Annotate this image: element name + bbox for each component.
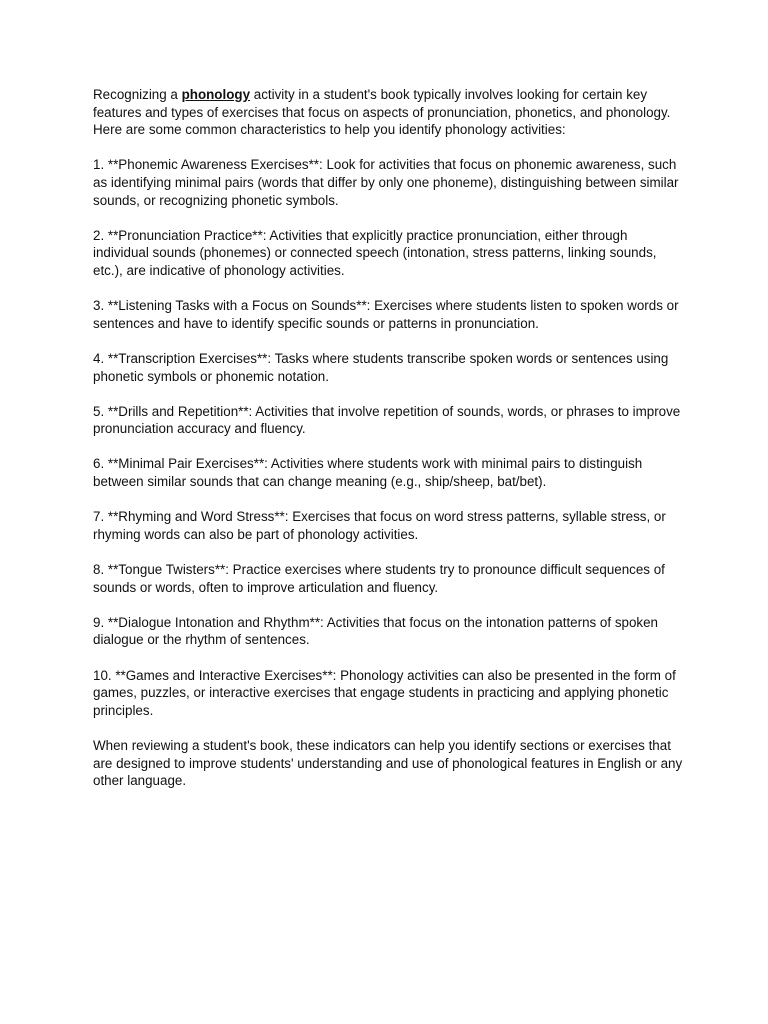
list-item: 10. **Games and Interactive Exercises**: Phonology activities can also be presented in the form of games, puzzles, or interactive exercises that engage students in practicing and applying phonetic principles. bbox=[93, 667, 676, 718]
list-item: 8. **Tongue Twisters**: Practice exercises where students try to pronounce difficult sequences of sounds or words, often to improve articulation and fluency. bbox=[93, 562, 665, 595]
keyword-phonology: phonology bbox=[181, 87, 251, 102]
list-item: 2. **Pronunciation Practice**: Activities that explicitly practice pronunciation, either through individual sounds (phonemes) or connected speech (intonation, stress patterns, linking sounds, etc.), are indicative of phonology activities. bbox=[93, 227, 657, 278]
list-item: 4. **Transcription Exercises**: Tasks where students transcribe spoken words or sentences using phonetic symbols or phonemic notation. bbox=[93, 350, 669, 384]
list-item: 9. **Dialogue Intonation and Rhythm**: Activities that focus on the intonation patterns of spoken dialogue or the rhythm of sentences. bbox=[93, 614, 658, 648]
list-item: 6. **Minimal Pair Exercises**: Activities where students work with minimal pairs to distinguish between similar sounds that can change meaning (e.g., ship/sheep, bat/bet). bbox=[93, 456, 643, 490]
intro-text-after: activity in a student's book typically involves looking for certain key features and types of exercises that focus on aspects of pronunciation, phonetics, and phonology. Here are some common characteristics to help you identify phonology activities: bbox=[93, 87, 671, 138]
list-item: 3. **Listening Tasks with a Focus on Sounds**: Exercises where students listen to spoken words or sentences and have to identify specific sounds or patterns in pronunciation. bbox=[93, 298, 679, 331]
list-item: 7. **Rhyming and Word Stress**: Exercises that focus on word stress patterns, syllable stress, or rhyming words can also be part of phonology activities. bbox=[93, 509, 666, 542]
list-item: 5. **Drills and Repetition**: Activities that involve repetition of sounds, words, or phrases to improve pronunciation accuracy and fluency. bbox=[93, 403, 681, 437]
conclusion-paragraph: When reviewing a student's book, these indicators can help you identify sections or exercises that are designed to improve students' understanding and use of phonological features in English or any other language. bbox=[93, 737, 683, 789]
intro-text-before: Recognizing a bbox=[93, 87, 182, 102]
intro-paragraph bbox=[93, 86, 683, 139]
list-item: 1. **Phonemic Awareness Exercises**: Look for activities that focus on phonemic awareness, such as identifying minimal pairs (words that differ by only one phoneme), distinguishing between similar sounds, or recognizing phonetic symbols. bbox=[93, 157, 679, 208]
document-page bbox=[93, 86, 683, 807]
